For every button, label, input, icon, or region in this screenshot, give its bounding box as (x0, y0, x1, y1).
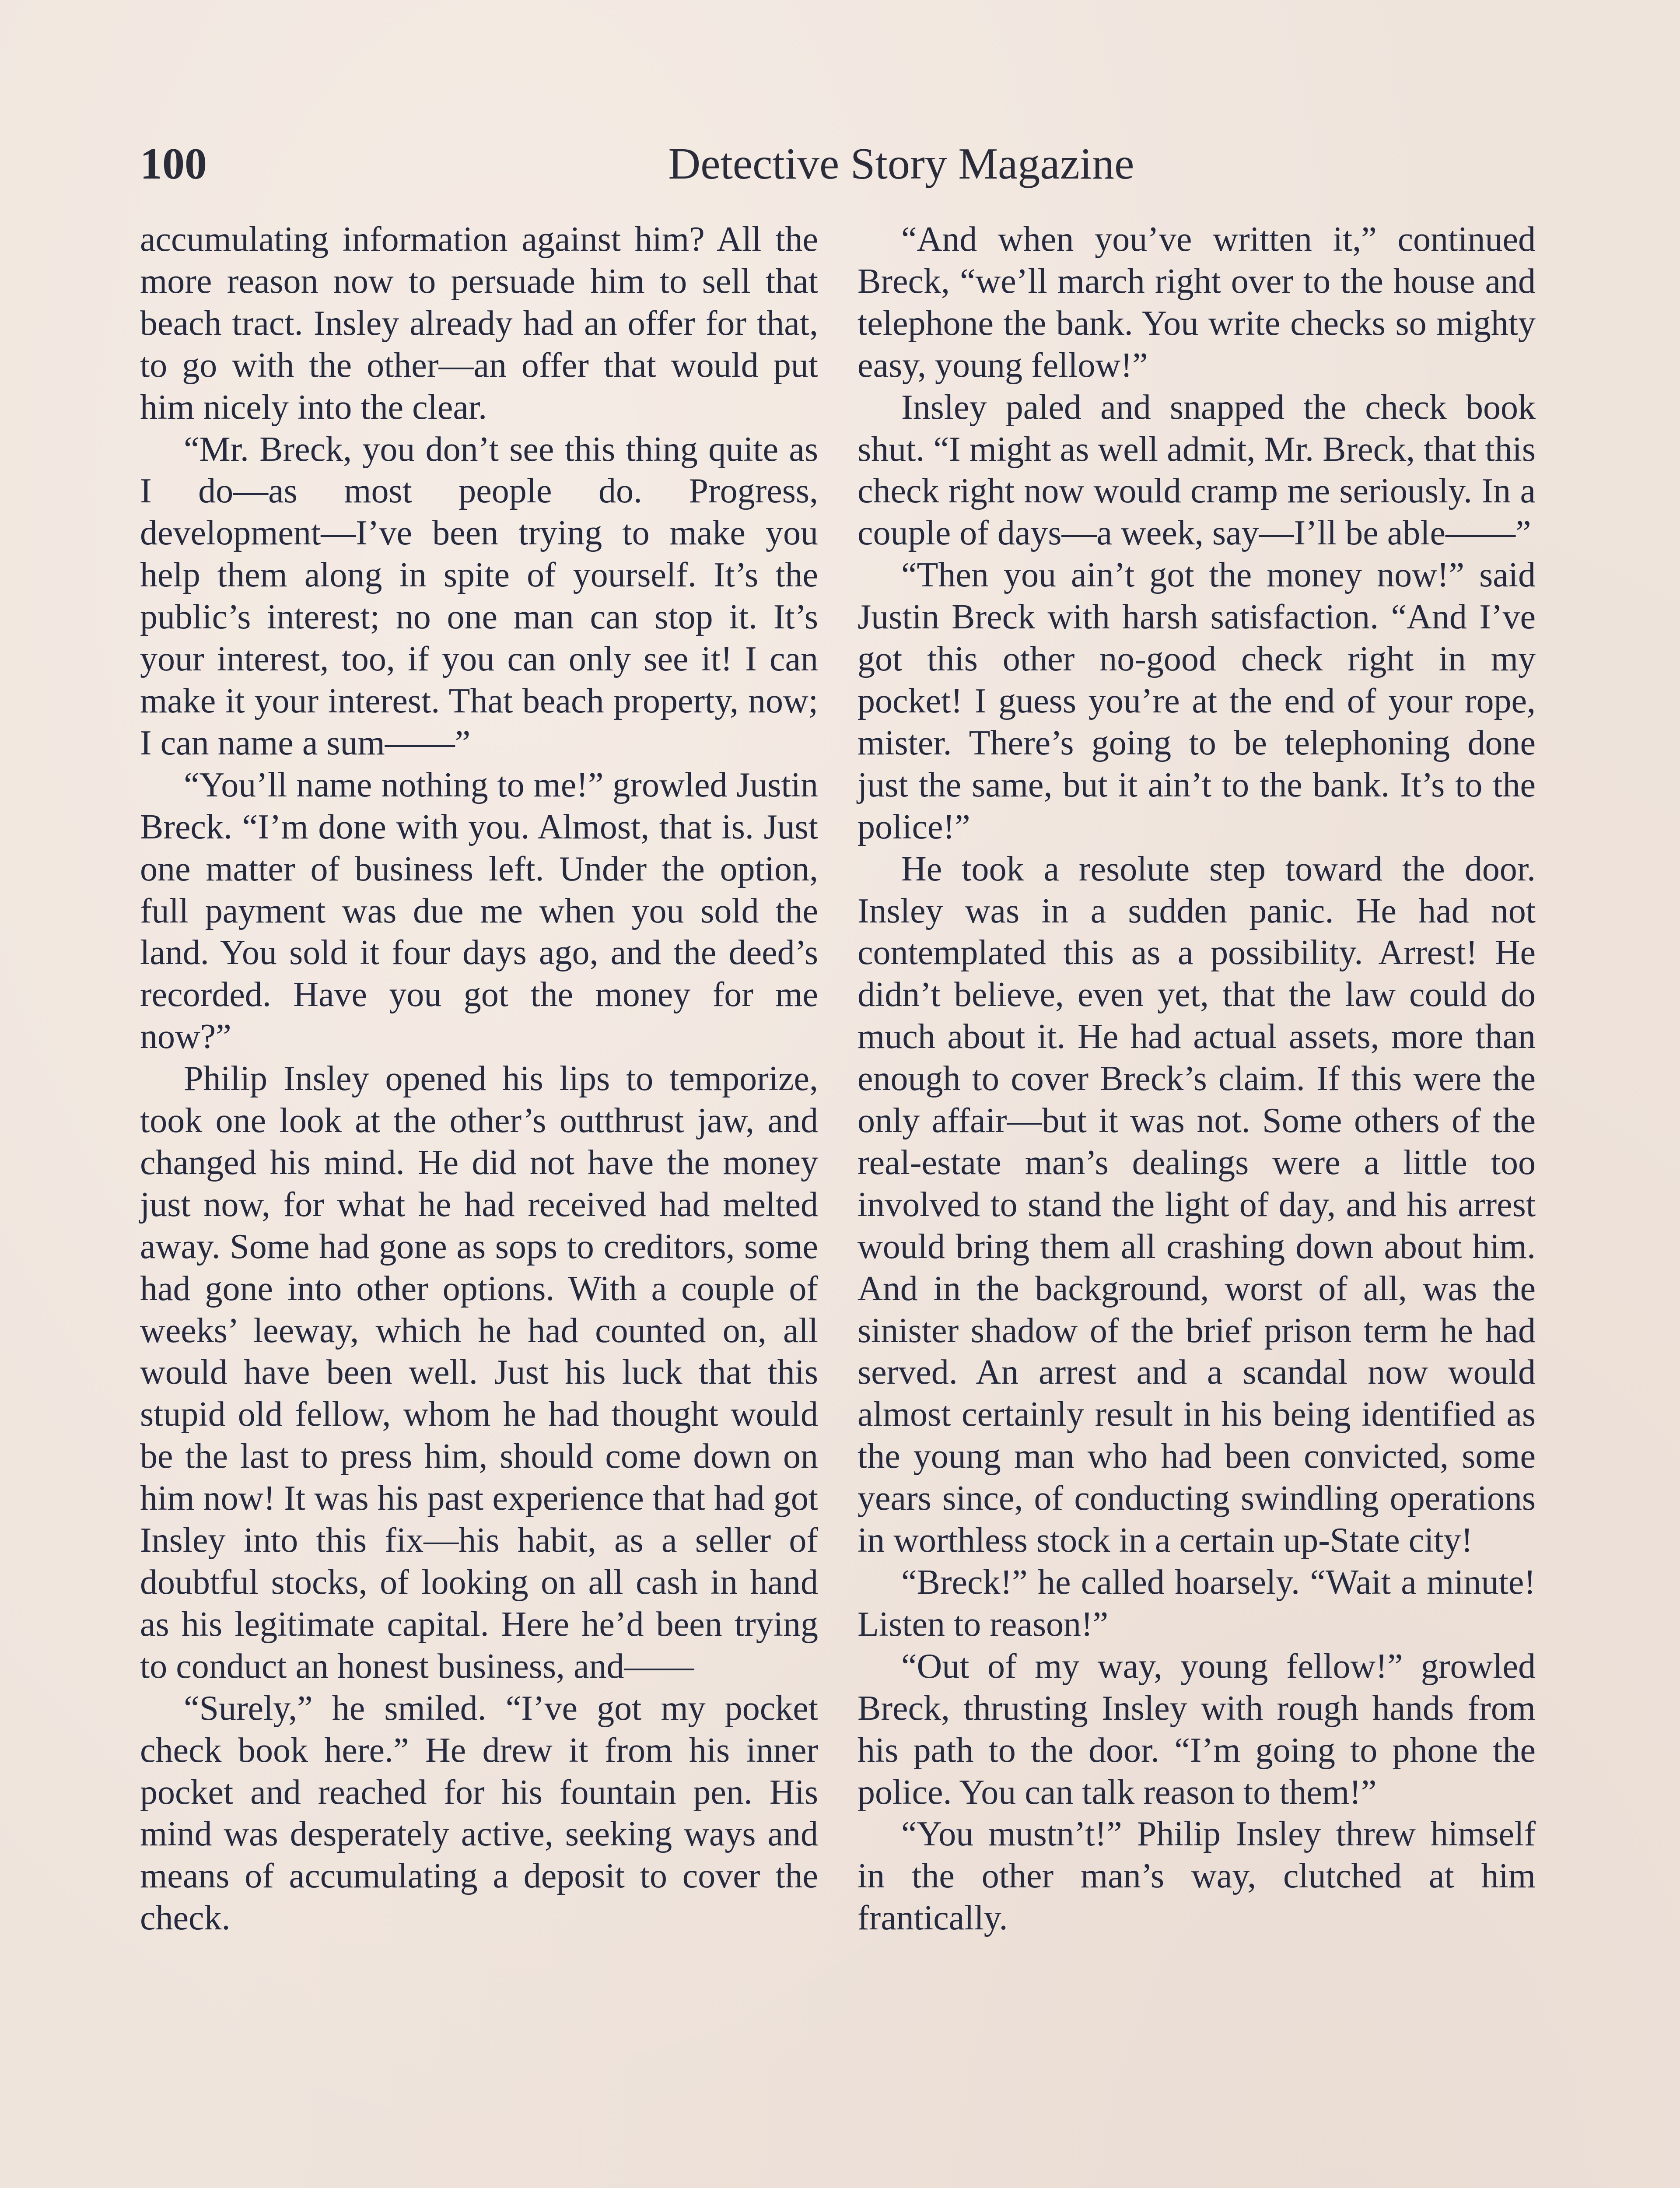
paragraph: Insley paled and snapped the check book shut. “I might as well admit, Mr. Breck, that this check right now would cramp me seriously. In a couple of days—a week, say—I’ll be able——” (858, 388, 1536, 553)
paragraph: Philip Insley opened his lips to temporize, took one look at the other’s outthrust jaw, and changed his mind. He did not have the money just now, for what he had received had melted away. Some had gone as sops to creditors, some had gone into other options. With a couple of weeks’ leeway, which he had counted on, all would have been well. Just his luck that this stupid old fellow, whom he had thought would be the last to press him, should come down on him now! It was his past experience that had got Insley into this fix—his habit, as a seller of doubtful stocks, of looking on all cash in hand as his legitimate capital. Here he’d been trying to conduct an honest business, and—— (140, 1059, 818, 1686)
page-number: 100 (140, 139, 207, 189)
running-title: Detective Story Magazine (668, 139, 1134, 189)
page-header (140, 131, 1540, 197)
paragraph: “Surely,” he smiled. “I’ve got my pocket check book here.” He drew it from his inner pocket and reached for his fountain pen. His mind was desperately active, seeking ways and means of accumulating a deposit to cover the check. (140, 1689, 818, 1938)
paragraph: “You mustn’t!” Philip Insley threw himself in the other man’s way, clutched at him frantically. (858, 1815, 1536, 1938)
right-column (858, 219, 1536, 1939)
paragraph: “Out of my way, young fellow!” growled Breck, thrusting Insley with rough hands from his path to the door. “I’m going to phone the police. You can talk reason to them!” (858, 1647, 1536, 1812)
paragraph: “You’ll name nothing to me!” growled Justin Breck. “I’m done with you. Almost, that is. Just one matter of business left. Under the option, full payment was due me when you sold the land. You sold it four days ago, and the deed’s recorded. Have you got the money for me now?” (140, 765, 818, 1056)
paragraph: “And when you’ve written it,” continued Breck, “we’ll march right over to the house and telephone the bank. You write checks so mighty easy, young fellow!” (858, 220, 1536, 385)
paragraph: He took a resolute step toward the door. Insley was in a sudden panic. He had not contemplated this as a possibility. Arrest! He didn’t believe, even yet, that the law could do much about it. He had actual assets, more than enough to cover Breck’s claim. If this were the only affair—but it was not. Some others of the real-estate man’s dealings were a little too involved to stand the light of day, and his arrest would bring them all crashing down about him. And in the background, worst of all, was the sinister shadow of the brief prison term he had served. An arrest and a scandal now would almost certainly result in his being identified as the young man who had been convicted, some years since, of conducting swindling operations in worthless stock in a certain up-State city! (858, 849, 1536, 1560)
paragraph: “Then you ain’t got the money now!” said Justin Breck with harsh satisfaction. “And I’ve got this other no-good check right in my pocket! I guess you’re at the end of your rope, mister. There’s going to be telephoning done just the same, but it ain’t to the bank. It’s to the police!” (858, 556, 1536, 846)
paragraph: “Breck!” he called hoarsely. “Wait a minute! Listen to reason!” (858, 1563, 1536, 1644)
paragraph: “Mr. Breck, you don’t see this thing quite as I do—as most people do. Progress, development—I’ve been trying to make you help them along in spite of yourself. It’s the public’s interest; no one man can stop it. It’s your interest, too, if you can only see it! I can make it your interest. That beach property, now; I can name a sum——” (140, 430, 818, 762)
left-column (140, 219, 818, 1939)
paragraph: accumulating information against him? All the more reason now to persuade him to sell that beach tract. Insley already had an offer for that, to go with the other—an offer that would put him nicely into the clear. (140, 220, 818, 427)
